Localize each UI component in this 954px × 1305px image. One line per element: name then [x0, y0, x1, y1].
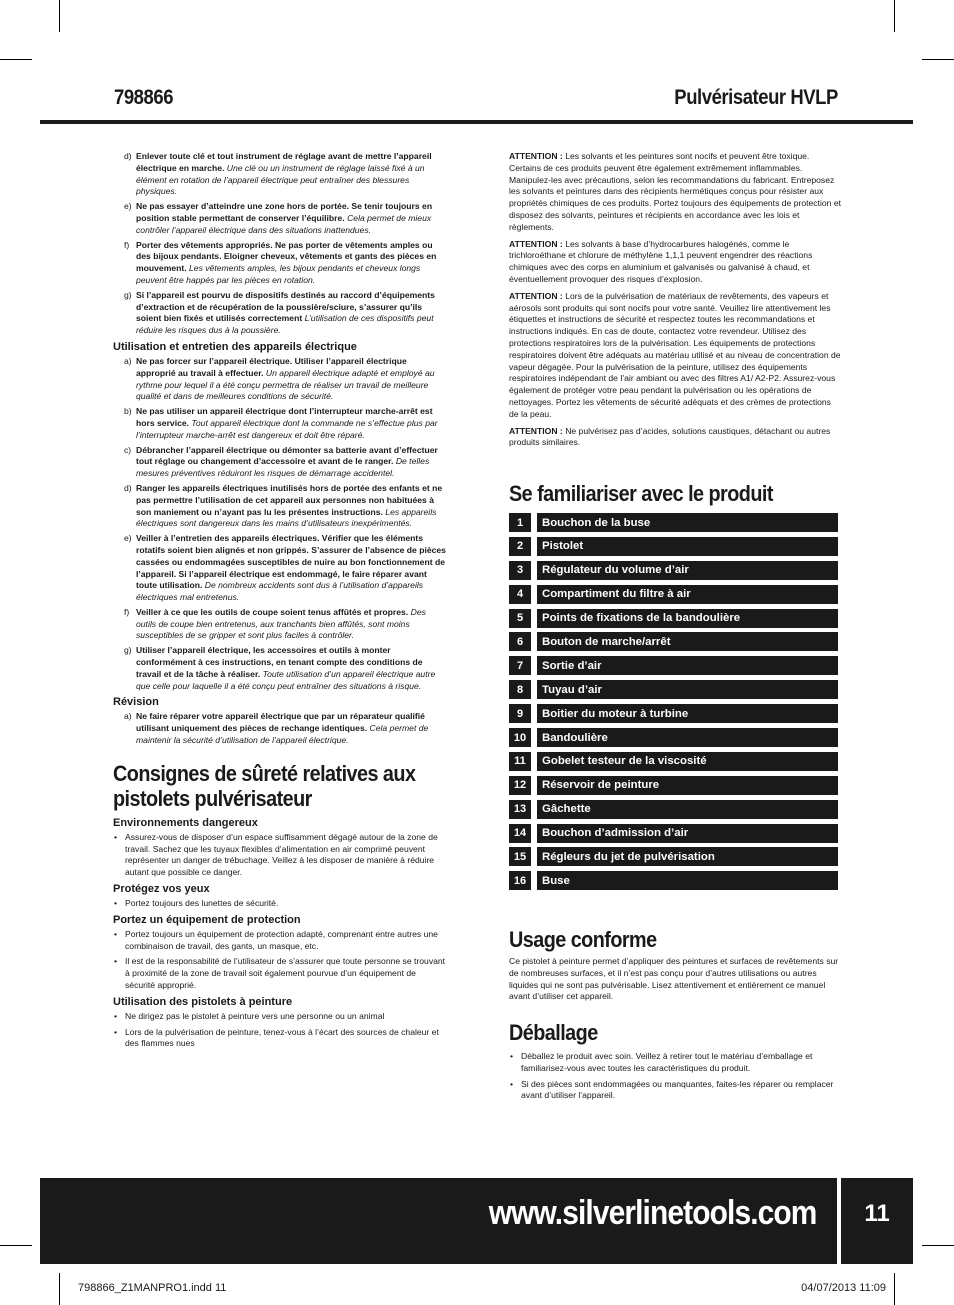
safety-item: g) Utiliser l’appareil électrique, les accessoires et outils à monter conformément à ces instructions, en tenant compte des conditions de travail et de la tâche à réaliser. Toute utilisation d’un appareil électrique autre que celle pour laquelle il a été conçu peut entraîner des situations à risque.	[124, 645, 436, 691]
safety-item: d) Enlever toute clé et tout instrument de réglage avant de mettre l’appareil électrique en marche. Une clé ou un instrument de réglage laissé fixé à un élément en rotation de l’appareil électrique peut entraîner des blessures physiques.	[124, 151, 432, 197]
bullet-item: • Portez toujours un équipement de protection adapté, comprenant entre autres une combinaison de travail, des gants, un masque, etc.	[114, 928, 438, 951]
part-name: Gobelet testeur de la viscosité	[537, 752, 838, 771]
file-info: 798866_Z1MANPRO1.indd 11	[78, 1282, 227, 1294]
part-row	[509, 585, 838, 604]
section-heading-product: Se familiariser avec le produit	[509, 481, 773, 506]
safety-list-2	[113, 356, 446, 693]
safety-item: f) Veiller à ce que les outils de coupe soient tenus affûtés et propres. Des outils de coupe bien entretenus, aux tranchants bien affûtés, sont moins susceptibles de se gripper et sont plus faciles à contrôler.	[124, 606, 426, 641]
safety-item: a) Ne pas forcer sur l’appareil électrique. Utiliser l’appareil électrique approprié au travail à effectuer. Un appareil électrique adapté et employé au rythme pour lequel il a été conçu permettra de réaliser un travail de meilleure qualité et dans de meilleures conditions de sécurité.	[124, 355, 435, 402]
bullet-item: • Il est de la responsabilité de l’utilisateur de s’assurer que toute personne se trouvant à proximité de la zone de travail soit également pourvue d’un équipement de sécurité approprié.	[114, 956, 446, 991]
part-number: 1	[509, 513, 531, 532]
section-heading-unpacking: Déballage	[509, 1020, 598, 1045]
crop-mark	[894, 0, 895, 32]
crop-mark	[894, 1273, 895, 1305]
header-rule	[40, 120, 913, 124]
part-number: 3	[509, 561, 531, 580]
part-row	[509, 609, 838, 628]
part-row	[509, 632, 838, 651]
safety-item: e) Veiller à l’entretien des appareils électriques. Vérifier que les éléments rotatifs soient bien alignés et non grippés. S’assurer de l’absence de pièces cassées ou endommagées susceptibles de nuire au bon fonctionnement de l’appareil. Si l’appareil électrique est endommagé, le faire réparer avant toute utilisation. De nombreux accidents sont dus à l’utilisation d’appareils électriques mal entretenus.	[124, 533, 446, 603]
part-row	[509, 824, 838, 843]
part-name: Sortie d’air	[537, 656, 838, 675]
warning-paragraph: ATTENTION : Les solvants à base d’hydrocarbures halogénés, comme le trichloroéthane et chlorure de méthylène 1,1,1 peuvent engendrer des réactions chimiques avec des corps en aluminium et galvanisés ou galvanisé à chaud, et éventuellement provoquer des risques d’explosion.	[509, 238, 813, 284]
website-link[interactable]: www.silverlinetools.com	[489, 1194, 817, 1232]
part-name: Boitier du moteur à turbine	[537, 704, 838, 723]
safety-item: a) Ne faire réparer votre appareil électrique que par un réparateur qualifié utilisant uniquement des pièces de rechange identiques. Cela permet de maintenir la sécurité d’utilisation de l’appareil électrique.	[124, 711, 429, 746]
part-number: 5	[509, 609, 531, 628]
usage-paragraph: Ce pistolet à peinture permet d’appliquer des peintures et surfaces de revêtements sur de nombreuses surfaces, et il n’est pas conçu pour d’autres utilisations ou autres liquides qui ne sont pas pulvérisable. Lisez attentivement et entièrement ce manuel avant d’utiliser cet appareil.	[509, 956, 839, 1002]
bullet-item: • Lors de la pulvérisation de peinture, tenez-vous à l’écart des sources de chaleur et des flammes nues	[114, 1026, 439, 1049]
bullet-item: • Déballez le produit avec soin. Veillez à retirer tout le matériau d’emballage et familiarisez-vous avec toutes les caractéristiques du produit.	[510, 1051, 813, 1073]
part-number: 11	[509, 752, 531, 771]
footer-bar	[40, 1178, 837, 1264]
crop-mark	[0, 1245, 32, 1246]
subheading-gun-usage: Utilisation des pistolets à peinture	[113, 995, 293, 1008]
section-heading-usage: Usage conforme	[509, 927, 657, 952]
part-row	[509, 776, 838, 795]
unpacking-list	[509, 1051, 841, 1106]
bullet-item: • Ne dirigez pas le pistolet à peinture vers une personne ou un animal	[114, 1010, 385, 1021]
part-name: Compartiment du filtre à air	[537, 585, 838, 604]
subheading-hazardous-env: Environnements dangereux	[113, 816, 258, 829]
part-row	[509, 513, 838, 532]
safety-item: c) Débrancher l’appareil électrique ou démonter sa batterie avant d’effectuer tout réglage ou changement d’accessoire et avant de le ranger. De telles mesures préventives réduiront les risques de démarrage accidentel.	[124, 444, 438, 479]
part-row	[509, 847, 838, 866]
warning-paragraph: ATTENTION : Ne pulvérisez pas d’acides, solutions caustiques, détachant ou autres produits similaires.	[509, 425, 831, 448]
crop-mark	[59, 1273, 60, 1305]
part-name: Réservoir de peinture	[537, 776, 838, 795]
section-heading-spray-safety: Consignes de sûreté relatives aux pistolets pulvérisateur	[113, 760, 416, 811]
model-number: 798866	[114, 86, 174, 109]
crop-mark	[0, 59, 32, 60]
part-row	[509, 537, 838, 556]
left-column	[113, 151, 446, 1054]
subheading-eyes: Protégez vos yeux	[113, 883, 210, 896]
part-name: Régleurs du jet de pulvérisation	[537, 847, 838, 866]
warning-paragraph: ATTENTION : Les solvants et les peintures sont nocifs et peuvent être toxique. Certains de ces produits peuvent être également extrêmement inflammables. Manipulez-les avec précautions, selon les recommandations du fabricant. Entreposez les solvants et peintures dans des récipients hermétiques conçus pour résister aux propriétés chimiques de ces produits. Portez toujours des équipements de protection et disposez des solvants, peintures et récipients en accordance avec les lois et règlements.	[509, 151, 842, 232]
subheading-usage-maintenance: Utilisation et entretien des appareils électrique	[113, 340, 357, 353]
bullet-item: • Assurez-vous de disposer d’un espace suffisamment dégagé autour de la zone de travail. Sachez que les tuyaux flexibles d’alimentation en air comprimé peuvent représenter un danger de trébuchage. Veillez à les disposer de manière à réduire autant que possible ce danger.	[114, 831, 438, 878]
right-column	[509, 151, 841, 454]
safety-item: g) Si l’appareil est pourvu de dispositifs destinés au raccord d’équipements d’extraction et de récupération de la poussière/sciure, s’assurer qu’ils soient bien fixés et utilisés correctement L’utilisation de ces dispositifs peut réduire les risques dus à la poussière.	[124, 289, 435, 336]
part-number: 10	[509, 728, 531, 747]
crop-mark	[922, 1245, 954, 1246]
safety-list-1	[113, 151, 446, 337]
part-row	[509, 728, 838, 747]
safety-item: d) Ranger les appareils électriques inutilisés hors de portée des enfants et ne pas permettre l’utilisation de cet appareil aux personnes non habituées à son maniement ou n’ayant pas lu les présentes instructions. Les appareils électriques sont dangereux dans les mains d’utilisateurs inexpérimentés.	[124, 482, 443, 529]
part-number: 12	[509, 776, 531, 795]
part-row	[509, 656, 838, 675]
subheading-protection: Portez un équipement de protection	[113, 913, 301, 926]
part-name: Tuyau d’air	[537, 680, 838, 699]
part-name: Bouchon d’admission d’air	[537, 824, 838, 843]
part-name: Points de fixations de la bandoulière	[537, 609, 838, 628]
part-number: 2	[509, 537, 531, 556]
part-row	[509, 704, 838, 723]
crop-mark	[922, 59, 954, 60]
part-number: 15	[509, 847, 531, 866]
part-name: Bouton de marche/arrêt	[537, 632, 838, 651]
parts-list	[509, 513, 838, 895]
part-name: Bouchon de la buse	[537, 513, 838, 532]
print-date: 04/07/2013 11:09	[801, 1282, 886, 1294]
safety-item: e) Ne pas essayer d’atteindre une zone hors de portée. Se tenir toujours en position stable permettant de conserver l’équilibre. Cela permet de mieux contrôler l’appareil électrique dans des situations inattendues.	[124, 201, 433, 235]
subheading-revision: Révision	[113, 696, 159, 709]
page-number: 11	[841, 1178, 913, 1264]
part-number: 13	[509, 800, 531, 819]
bullet-item: • Portez toujours des lunettes de sécurité.	[114, 898, 279, 909]
part-name: Pistolet	[537, 537, 838, 556]
part-name: Régulateur du volume d’air	[537, 561, 838, 580]
part-name: Buse	[537, 871, 838, 890]
safety-item: f) Porter des vêtements appropriés. Ne pas porter de vêtements amples ou des bijoux pendants. Eloigner cheveux, vêtements et gants des pièces en mouvement. Les vêtements amples, les bijoux pendants et cheveux longs peuvent être happés par les pièces en rotation.	[124, 239, 437, 285]
crop-mark	[59, 0, 60, 32]
part-name: Gâchette	[537, 800, 838, 819]
page-title: Pulvérisateur HVLP	[674, 86, 838, 109]
part-number: 4	[509, 585, 531, 604]
part-number: 7	[509, 656, 531, 675]
part-number: 8	[509, 680, 531, 699]
part-row	[509, 800, 838, 819]
part-row	[509, 871, 838, 890]
part-row	[509, 752, 838, 771]
part-name: Bandoulière	[537, 728, 838, 747]
part-row	[509, 561, 838, 580]
warning-paragraph: ATTENTION : Lors de la pulvérisation de matériaux de revêtements, des vapeurs et aérosols sont produits qui sont nocifs pour votre santé. Veuillez lire attentivement les étiquettes et instructions de sécurité et respectez toutes les recommandations et instructions indiqués. En cas de doute, contactez votre revendeur. Utilisez des protections respiratoires lors de la pulvérisation. Les équipements de protections respiratoires doivent être adéquats au matériau utilisé et au niveau de concentration de vapeur dégagée. Pour la pulvérisation de la peinture, utilisez des équipements respiratoires indépendant de l’air ambiant ou avec des filtres A1/ A2-P2. Assurez-vous également de protéger votre peau pendant la pulvérisation ou les opérations de nettoyages. Portez les vêtements de sécurité adéquats et des crèmes de protections de la peau.	[509, 290, 841, 419]
part-number: 16	[509, 871, 531, 890]
part-number: 14	[509, 824, 531, 843]
part-number: 9	[509, 704, 531, 723]
part-number: 6	[509, 632, 531, 651]
part-row	[509, 680, 838, 699]
safety-item: b) Ne pas utiliser un appareil électrique dont l’interrupteur marche-arrêt est hors service. Tout appareil électrique dont la commande ne s’effectue plus par l’interrupteur marche-arrêt est dangereux et doit être réparé.	[124, 406, 438, 440]
bullet-item: • Si des pièces sont endommagées ou manquantes, faites-les réparer ou remplacer avant d’utiliser l’appareil.	[510, 1078, 834, 1101]
